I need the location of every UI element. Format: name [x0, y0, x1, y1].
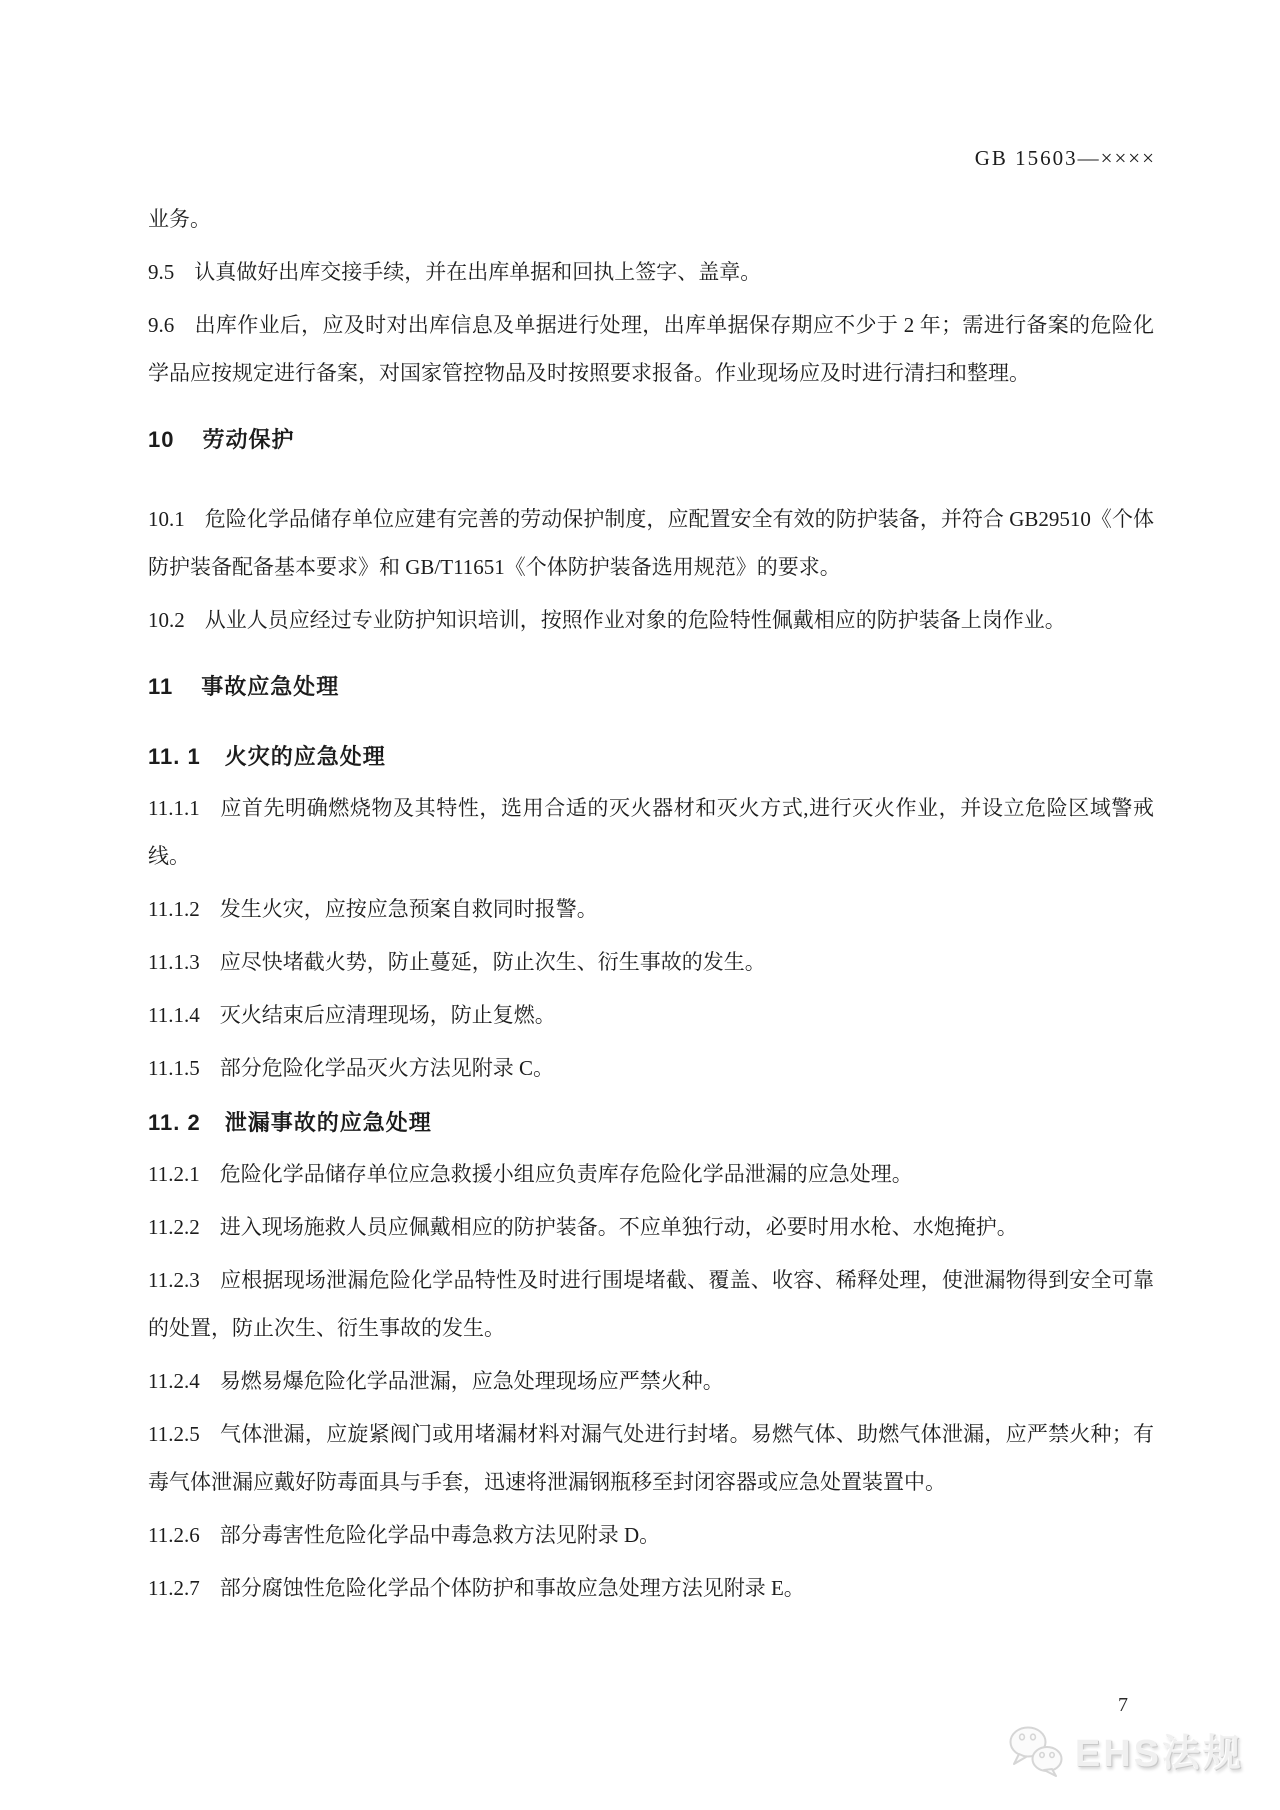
clause-number: 11.2.3: [148, 1268, 200, 1292]
section-heading-10: [148, 425, 1154, 455]
clause-11-2-4: [148, 1357, 1154, 1405]
section-title: 事故应急处理: [201, 674, 340, 699]
clause-text: 应尽快堵截火势，防止蔓延，防止次生、衍生事故的发生。: [219, 950, 766, 974]
clause-11-1-1: [148, 784, 1154, 880]
clause-text: 应首先明确燃烧物及其特性，选用合适的灭火器材和灭火方式,进行灭火作业，并设立危险区域警戒线。: [148, 796, 1154, 868]
clause-11-2-6: [148, 1511, 1154, 1559]
clause-number: 11.1.1: [148, 796, 200, 820]
clause-text: 部分危险化学品灭火方法见附录 C。: [219, 1056, 554, 1080]
section-title: 劳动保护: [202, 427, 295, 452]
watermark: [1007, 1722, 1244, 1777]
section-number: 10: [148, 427, 175, 452]
clause-number: 10.1: [148, 507, 185, 531]
paragraph-continuation: [148, 195, 1154, 243]
clause-11-2-7: [148, 1564, 1154, 1612]
clause-text: 气体泄漏，应旋紧阀门或用堵漏材料对漏气处进行封堵。易燃气体、助燃气体泄漏，应严禁火种；有毒气体泄漏应戴好防毒面具与手套，迅速将泄漏钢瓶移至封闭容器或应急处置装置中。: [148, 1422, 1154, 1494]
clause-11-2-1: [148, 1150, 1154, 1198]
clause-text: 应根据现场泄漏危险化学品特性及时进行围堤堵截、覆盖、收容、稀释处理，使泄漏物得到安全可靠的处置，防止次生、衍生事故的发生。: [148, 1268, 1154, 1340]
clause-number: 11.1.5: [148, 1056, 200, 1080]
clause-11-1-2: [148, 885, 1154, 933]
clause-text: 危险化学品储存单位应急救援小组应负责库存危险化学品泄漏的应急处理。: [219, 1162, 913, 1186]
subsection-number: 11. 1: [148, 744, 201, 769]
clause-11-1-3: [148, 938, 1154, 986]
clause-number: 9.5: [148, 260, 175, 284]
clause-number: 11.2.4: [148, 1369, 200, 1393]
document-content: [148, 195, 1154, 1617]
clause-text: 从业人员应经过专业防护知识培训，按照作业对象的危险特性佩戴相应的防护装备上岗作业。: [204, 608, 1066, 632]
clause-text: 危险化学品储存单位应建有完善的劳动保护制度，应配置安全有效的防护装备，并符合 GB29510《个体防护装备配备基本要求》和 GB/T11651《个体防护装备选用规范》的要求。: [148, 507, 1154, 579]
clause-number: 11.1.4: [148, 1003, 200, 1027]
wechat-icon: [1007, 1723, 1067, 1777]
clause-11-1-4: [148, 991, 1154, 1039]
clause-text: 发生火灾，应按应急预案自救同时报警。: [219, 897, 598, 921]
clause-number: 11.2.6: [148, 1523, 200, 1547]
subsection-heading-11-1: [148, 742, 1154, 772]
clause-number: 11.2.2: [148, 1215, 200, 1239]
clause-number: 11.2.7: [148, 1576, 200, 1600]
clause-text: 易燃易爆危险化学品泄漏，应急处理现场应严禁火种。: [219, 1369, 724, 1393]
clause-10-2: [148, 596, 1154, 644]
clause-number: 11.2.5: [148, 1422, 200, 1446]
clause-11-2-5: [148, 1410, 1154, 1506]
subsection-number: 11. 2: [148, 1110, 201, 1135]
clause-text: 灭火结束后应清理现场，防止复燃。: [219, 1003, 556, 1027]
clause-text: 认真做好出库交接手续，并在出库单据和回执上签字、盖章。: [194, 260, 762, 284]
subsection-title: 火灾的应急处理: [224, 744, 386, 769]
clause-11-1-5: [148, 1044, 1154, 1092]
clause-number: 11.2.1: [148, 1162, 200, 1186]
clause-text: 部分腐蚀性危险化学品个体防护和事故应急处理方法见附录 E。: [219, 1576, 805, 1600]
watermark-text: EHS法规: [1074, 1733, 1244, 1775]
section-number: 11: [148, 674, 174, 699]
clause-number: 11.1.2: [148, 897, 200, 921]
clause-text: 进入现场施救人员应佩戴相应的防护装备。不应单独行动，必要时用水枪、水炮掩护。: [219, 1215, 1018, 1239]
page-number: 7: [1118, 1694, 1128, 1716]
standard-number: GB 15603—××××: [974, 146, 1156, 170]
clause-number: 11.1.3: [148, 950, 200, 974]
clause-10-1: [148, 495, 1154, 591]
clause-11-2-2: [148, 1203, 1154, 1251]
subsection-heading-11-2: [148, 1108, 1154, 1138]
clause-9-6: [148, 301, 1154, 397]
page-header: [975, 146, 1156, 171]
body-text: 业务。: [148, 207, 211, 231]
clause-text: 出库作业后，应及时对出库信息及单据进行处理，出库单据保存期应不少于 2 年；需进行备案的危险化学品应按规定进行备案，对国家管控物品及时按照要求报备。作业现场应及时进行清扫和整理。: [148, 313, 1154, 385]
subsection-title: 泄漏事故的应急处理: [224, 1110, 432, 1135]
clause-11-2-3: [148, 1256, 1154, 1352]
clause-9-5: [148, 248, 1154, 296]
clause-number: 10.2: [148, 608, 185, 632]
clause-text: 部分毒害性危险化学品中毒急救方法见附录 D。: [219, 1523, 661, 1547]
clause-number: 9.6: [148, 313, 175, 337]
section-heading-11: [148, 672, 1154, 702]
